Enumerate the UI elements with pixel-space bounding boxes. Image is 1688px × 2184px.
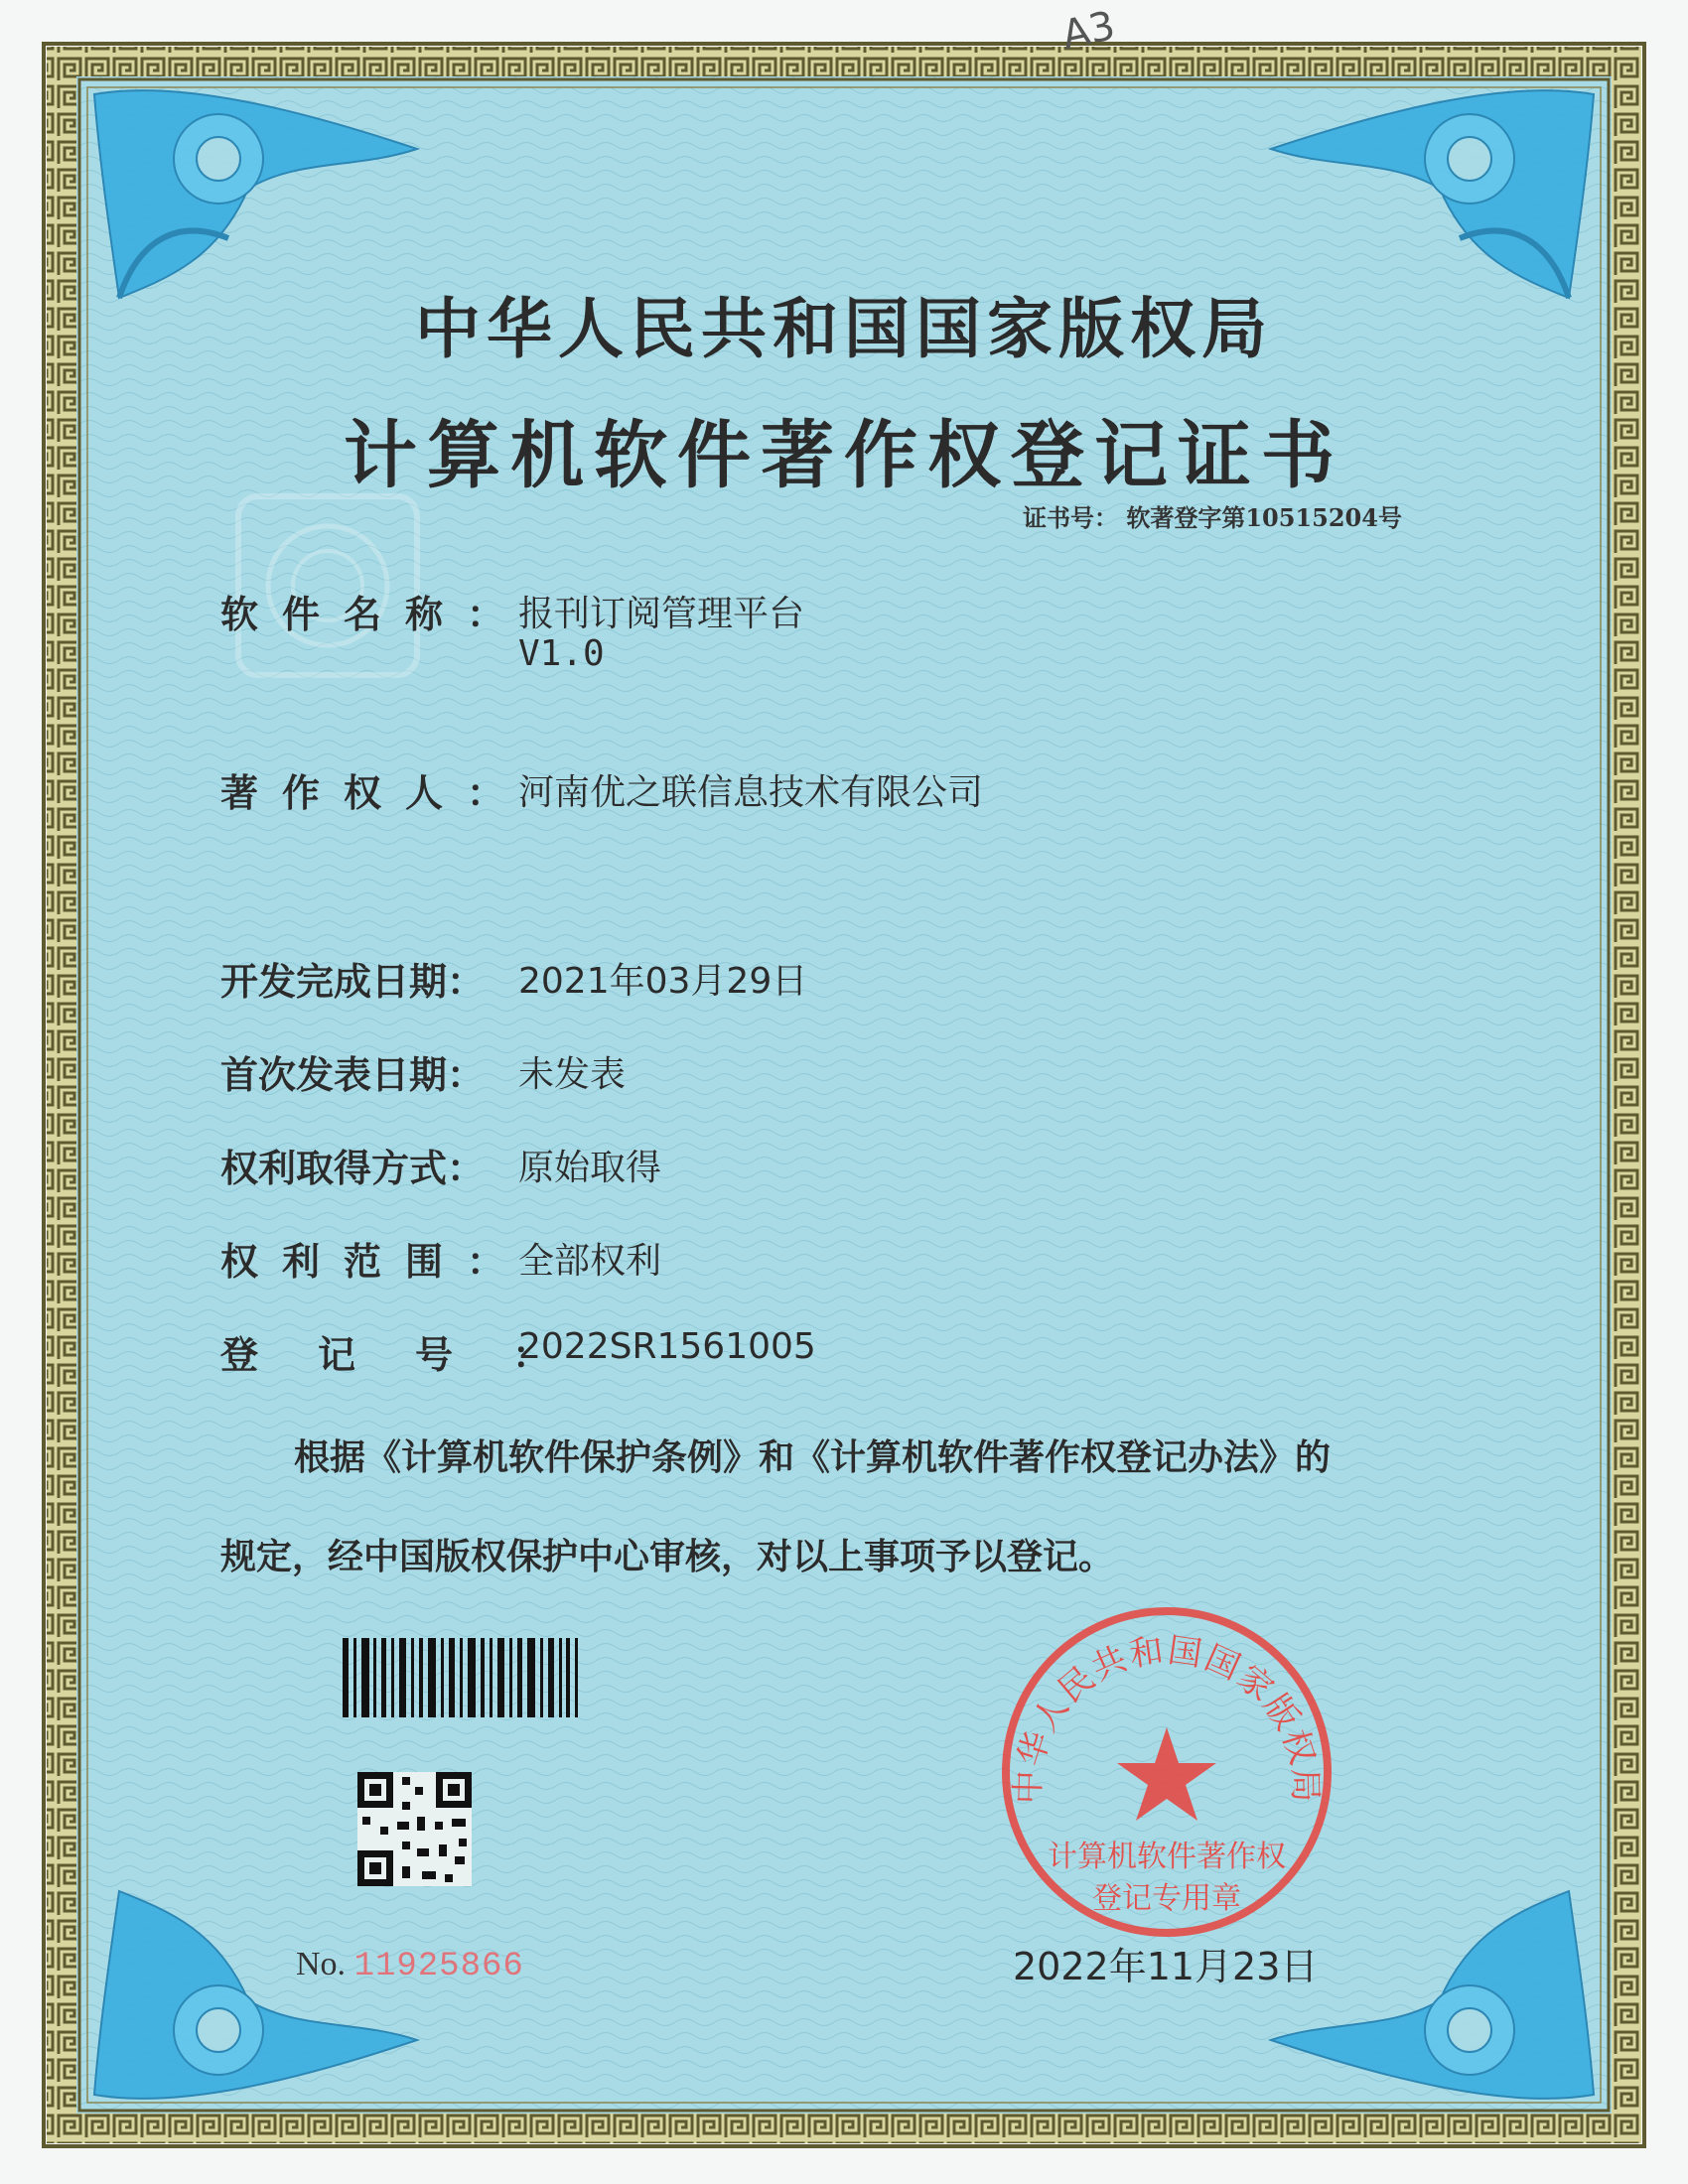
handwritten-mark: A3 bbox=[1057, 3, 1120, 59]
serial-number bbox=[296, 1946, 524, 1985]
serial-number-value: 11925866 bbox=[353, 1948, 524, 1985]
seal-outer-text: 中华人民共和国国家版权局 bbox=[1008, 1630, 1326, 1805]
completion-date-value: 2021年03月29日 bbox=[518, 961, 808, 1002]
first-publication-label: 首次发表日期： bbox=[220, 1053, 486, 1097]
software-name-label: 软件名称： bbox=[220, 593, 529, 636]
rights-scope-value: 全部权利 bbox=[518, 1241, 662, 1282]
seal-inner-line-2: 登记专用章 bbox=[1092, 1881, 1241, 1916]
software-version-value: V1.0 bbox=[518, 633, 605, 674]
qr-code bbox=[357, 1772, 472, 1886]
serial-prefix: No. bbox=[296, 1946, 347, 1982]
certificate-title: 计算机软件著作权登记证书 bbox=[344, 413, 1344, 498]
software-name-value: 报刊订阅管理平台 bbox=[518, 594, 805, 634]
registration-number-label: 登记号： bbox=[220, 1333, 611, 1377]
copyright-owner-label: 著作权人： bbox=[220, 771, 529, 815]
statement-line-2: 规定，经中国版权保护中心审核，对以上事项予以登记。 bbox=[220, 1537, 1115, 1577]
first-publication-value: 未发表 bbox=[518, 1054, 627, 1095]
rights-scope-label: 权利范围： bbox=[220, 1240, 529, 1284]
statement-line-1: 根据《计算机软件保护条例》和《计算机软件著作权登记办法》的 bbox=[294, 1437, 1332, 1478]
certificate-number: 证书号： 软著登字第10515204号 bbox=[1023, 503, 1402, 532]
issuing-authority: 中华人民共和国国家版权局 bbox=[415, 291, 1273, 367]
seal-inner-line-1: 计算机软件著作权 bbox=[1048, 1840, 1286, 1874]
issue-date: 2022年11月23日 bbox=[1013, 1945, 1319, 1988]
acquisition-method-value: 原始取得 bbox=[518, 1148, 662, 1188]
registration-number-value: 2022SR1561005 bbox=[518, 1326, 816, 1367]
copyright-owner-value: 河南优之联信息技术有限公司 bbox=[518, 772, 984, 813]
completion-date-label: 开发完成日期： bbox=[220, 960, 486, 1004]
acquisition-method-label: 权利取得方式： bbox=[220, 1147, 486, 1190]
